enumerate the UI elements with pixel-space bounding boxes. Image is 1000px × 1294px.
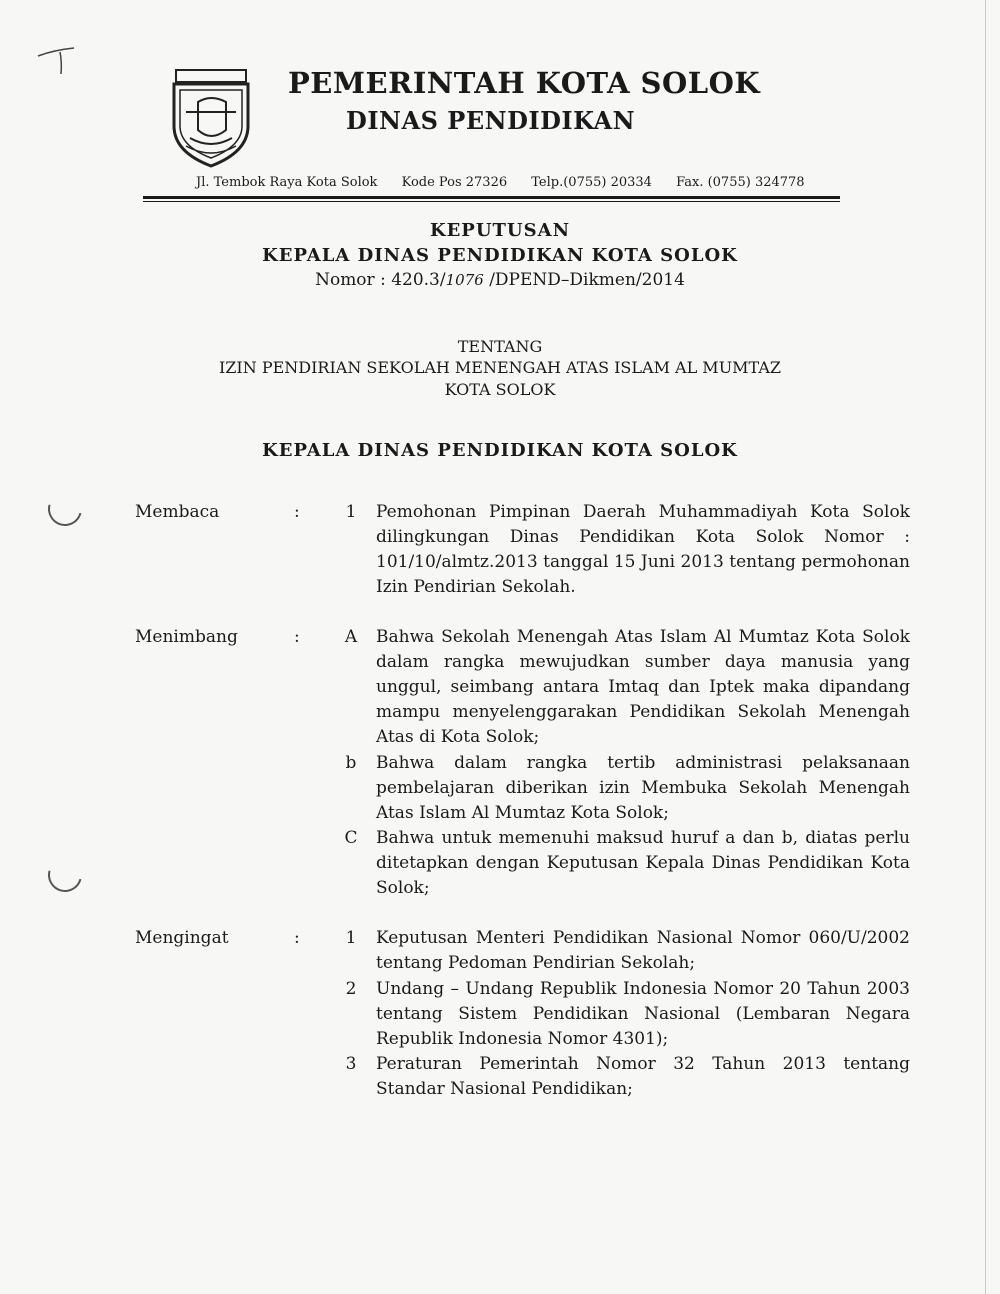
item-number: 3 bbox=[345, 1054, 357, 1074]
punch-hole-mark-icon bbox=[42, 486, 88, 532]
letterhead-fax: Fax. (0755) 324778 bbox=[676, 175, 805, 190]
section-label-menimbang: Menimbang bbox=[135, 627, 238, 647]
handwritten-mark-icon bbox=[34, 42, 84, 82]
decree-number bbox=[0, 270, 1000, 290]
decree-number-handwritten: 1076 bbox=[445, 271, 484, 289]
section-label-mengingat: Mengingat bbox=[135, 928, 229, 948]
section-label-membaca: Membaca bbox=[135, 502, 220, 522]
letterhead-divider-thin bbox=[143, 201, 840, 202]
letterhead-postal: Kode Pos 27326 bbox=[401, 175, 508, 190]
section-colon: : bbox=[294, 502, 300, 522]
letterhead-contact-line bbox=[196, 175, 826, 190]
item-number: b bbox=[345, 753, 357, 773]
item-text: Bahwa untuk memenuhi maksud huruf a dan b, diatas perlu ditetapkan dengan Keputusan Kepala Dinas Pendidikan Kota Solok; bbox=[376, 828, 910, 898]
letterhead-subtitle: DINAS PENDIDIKAN bbox=[346, 106, 636, 135]
item-number: 1 bbox=[345, 928, 357, 948]
item-text: Peraturan Pemerintah Nomor 32 Tahun 2013 tentang Standar Nasional Pendidikan; bbox=[376, 1054, 910, 1099]
decree-heading: KEPALA DINAS PENDIDIKAN KOTA SOLOK bbox=[262, 440, 738, 461]
item-text: Bahwa dalam rangka tertib administrasi pelaksanaan pembelajaran diberikan izin Membuka Sekolah Menengah Atas Islam Al Mumtaz Kota Solok; bbox=[376, 753, 910, 823]
section-colon: : bbox=[294, 627, 300, 647]
decree-about-label: TENTANG bbox=[457, 337, 543, 356]
section-colon: : bbox=[294, 928, 300, 948]
item-number: A bbox=[344, 627, 358, 647]
kota-solok-coat-of-arms-icon bbox=[168, 68, 254, 168]
page-edge-line bbox=[985, 0, 986, 1294]
letterhead-phone: Telp.(0755) 20334 bbox=[531, 175, 652, 190]
item-number: C bbox=[344, 828, 358, 848]
letterhead-divider-thick bbox=[143, 196, 840, 199]
decree-about-line2: KOTA SOLOK bbox=[444, 380, 556, 399]
punch-hole-mark-icon bbox=[42, 852, 88, 898]
letterhead-title: PEMERINTAH KOTA SOLOK bbox=[288, 66, 761, 100]
item-text: Undang – Undang Republik Indonesia Nomor 20 Tahun 2003 tentang Sistem Pendidikan Nasional (Lembaran Negara Republik Indonesia Nomor 4301); bbox=[376, 979, 910, 1049]
item-text: Bahwa Sekolah Menengah Atas Islam Al Mumtaz Kota Solok dalam rangka mewujudkan sumber daya manusia yang unggul, seimbang antara Imtaq dan Iptek maka dipandang mampu menyelenggarakan Pendidikan Sekolah Menengah Atas di Kota Solok; bbox=[376, 627, 910, 747]
decree-number-prefix: Nomor : 420.3/ bbox=[315, 270, 446, 290]
item-text: Pemohonan Pimpinan Daerah Muhammadiyah Kota Solok dilingkungan Dinas Pendidikan Kota Solok Nomor : 101/10/almtz.2013 tanggal 15 Juni 2013 tentang permohonan Izin Pendirian Sekolah. bbox=[376, 502, 910, 597]
item-number: 1 bbox=[345, 502, 357, 522]
decree-title: KEPUTUSAN bbox=[429, 220, 571, 241]
letterhead-address: Jl. Tembok Raya Kota Solok bbox=[196, 175, 378, 190]
decree-about-line1: IZIN PENDIRIAN SEKOLAH MENENGAH ATAS ISLAM AL MUMTAZ bbox=[218, 358, 782, 377]
item-number: 2 bbox=[345, 979, 357, 999]
item-text: Keputusan Menteri Pendidikan Nasional Nomor 060/U/2002 tentang Pedoman Pendirian Sekolah; bbox=[376, 928, 910, 973]
decree-number-suffix: /DPEND–Dikmen/2014 bbox=[489, 270, 685, 290]
decree-issuer: KEPALA DINAS PENDIDIKAN KOTA SOLOK bbox=[262, 245, 738, 266]
